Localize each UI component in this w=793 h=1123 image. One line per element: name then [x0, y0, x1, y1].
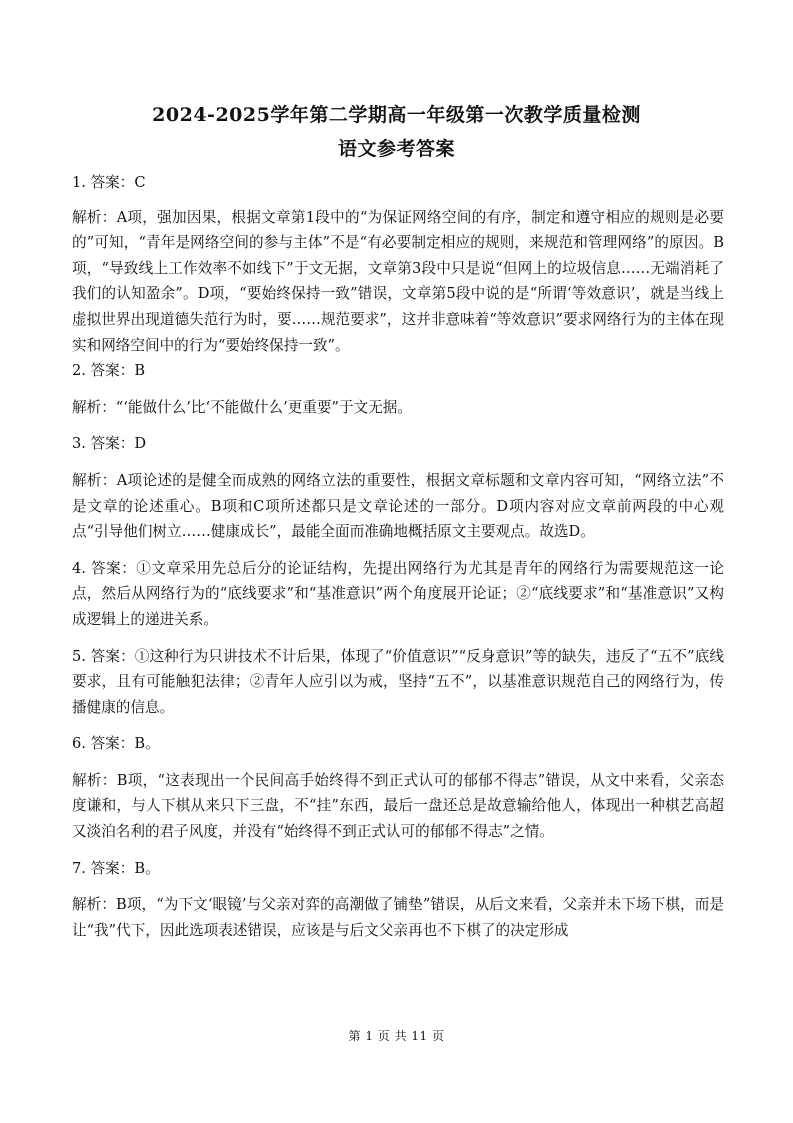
answer-line-7: 7. 答案：B。: [72, 859, 160, 877]
explanation-3: 解析：A项论述的是健全而成熟的网络立法的重要性，根据文章标题和文章内容可知，“网络立法”不是文章的论述重心。B项和C项所述都只是文章论述的一部分。D项内容对应文章前两段的中心观点“引导他们树立……健康成长”，最能全面而准确地概括原文主要观点。故选D。: [72, 471, 724, 541]
answer-line-3: 3. 答案：D: [72, 435, 147, 453]
explanation-5: 5. 答案：①这种行为只讲技术不计后果，体现了“价值意识”“反身意识”等的缺失，违反了“五不”底线要求，且有可能触犯法律；②青年人应引以为戒，坚持“五不”，以基准意识规范自己的网络行为，传播健康的信息。: [72, 647, 724, 716]
answer-line-1: 1. 答案：C: [72, 174, 146, 191]
answer-list: [72, 170, 724, 943]
document-title: 2024-2025学年第二学期高一年级第一次教学质量检测: [152, 104, 641, 126]
document-subtitle: 语文参考答案: [337, 138, 455, 160]
answer-line-2: 2. 答案：B: [72, 362, 146, 380]
page-footer: 第 1 页 共 11 页: [348, 1029, 445, 1043]
explanation-7: 解析：B项，“为下文‘眼镜’与父亲对弈的高潮做了铺垫”错误，从后文来看，父亲并未下场下棋，而是让“我”代下，因此选项表述错误，应该是与后文父亲再也不下棋了的决定形成: [72, 896, 724, 939]
explanation-2: 解析：“‘能做什么’比‘不能做什么’更重要”于文无据。: [72, 398, 412, 416]
explanation-4: 4. 答案：①文章采用先总后分的论证结构，先提出网络行为尤其是青年的网络行为需要规范这一论点，然后从网络行为的“底线要求”和“基准意识”两个角度展开论证；②“底线要求”和“基准意识”又构成逻辑上的递进关系。: [72, 559, 724, 628]
explanation-1: 解析：A项，强加因果，根据文章第1段中的“为保证网络空间的有序，制定和遵守相应的规则是必要的”可知，“青年是网络空间的参与主体”不是“有必要制定相应的规则，来规范和管理网络”的原因。B项，“导致线上工作效率不如线下”于文无据，文章第3段中只是说“但网上的垃圾信息……无端消耗了我们的认知盈余”。D项，“要始终保持一致”错误，文章第5段中说的是“所谓‘等效意识’，就是当线上虚拟世界出现道德失范行为时，要……规范要求”，这并非意味着“等效意识”要求网络行为的主体在现实和网络空间中的行为“要始终保持一致”。: [72, 208, 724, 354]
answer-line-6: 6. 答案：B。: [72, 735, 160, 753]
explanation-6: 解析：B项，“这表现出一个民间高手始终得不到正式认可的郁郁不得志”错误，从文中来看，父亲态度谦和，与人下棋从来只下三盘，不“挂”东西，最后一盘还总是故意输给他人，体现出一种棋艺高超又淡泊名利的君子风度，并没有“始终得不到正式认可的郁郁不得志”之情。: [72, 771, 724, 841]
